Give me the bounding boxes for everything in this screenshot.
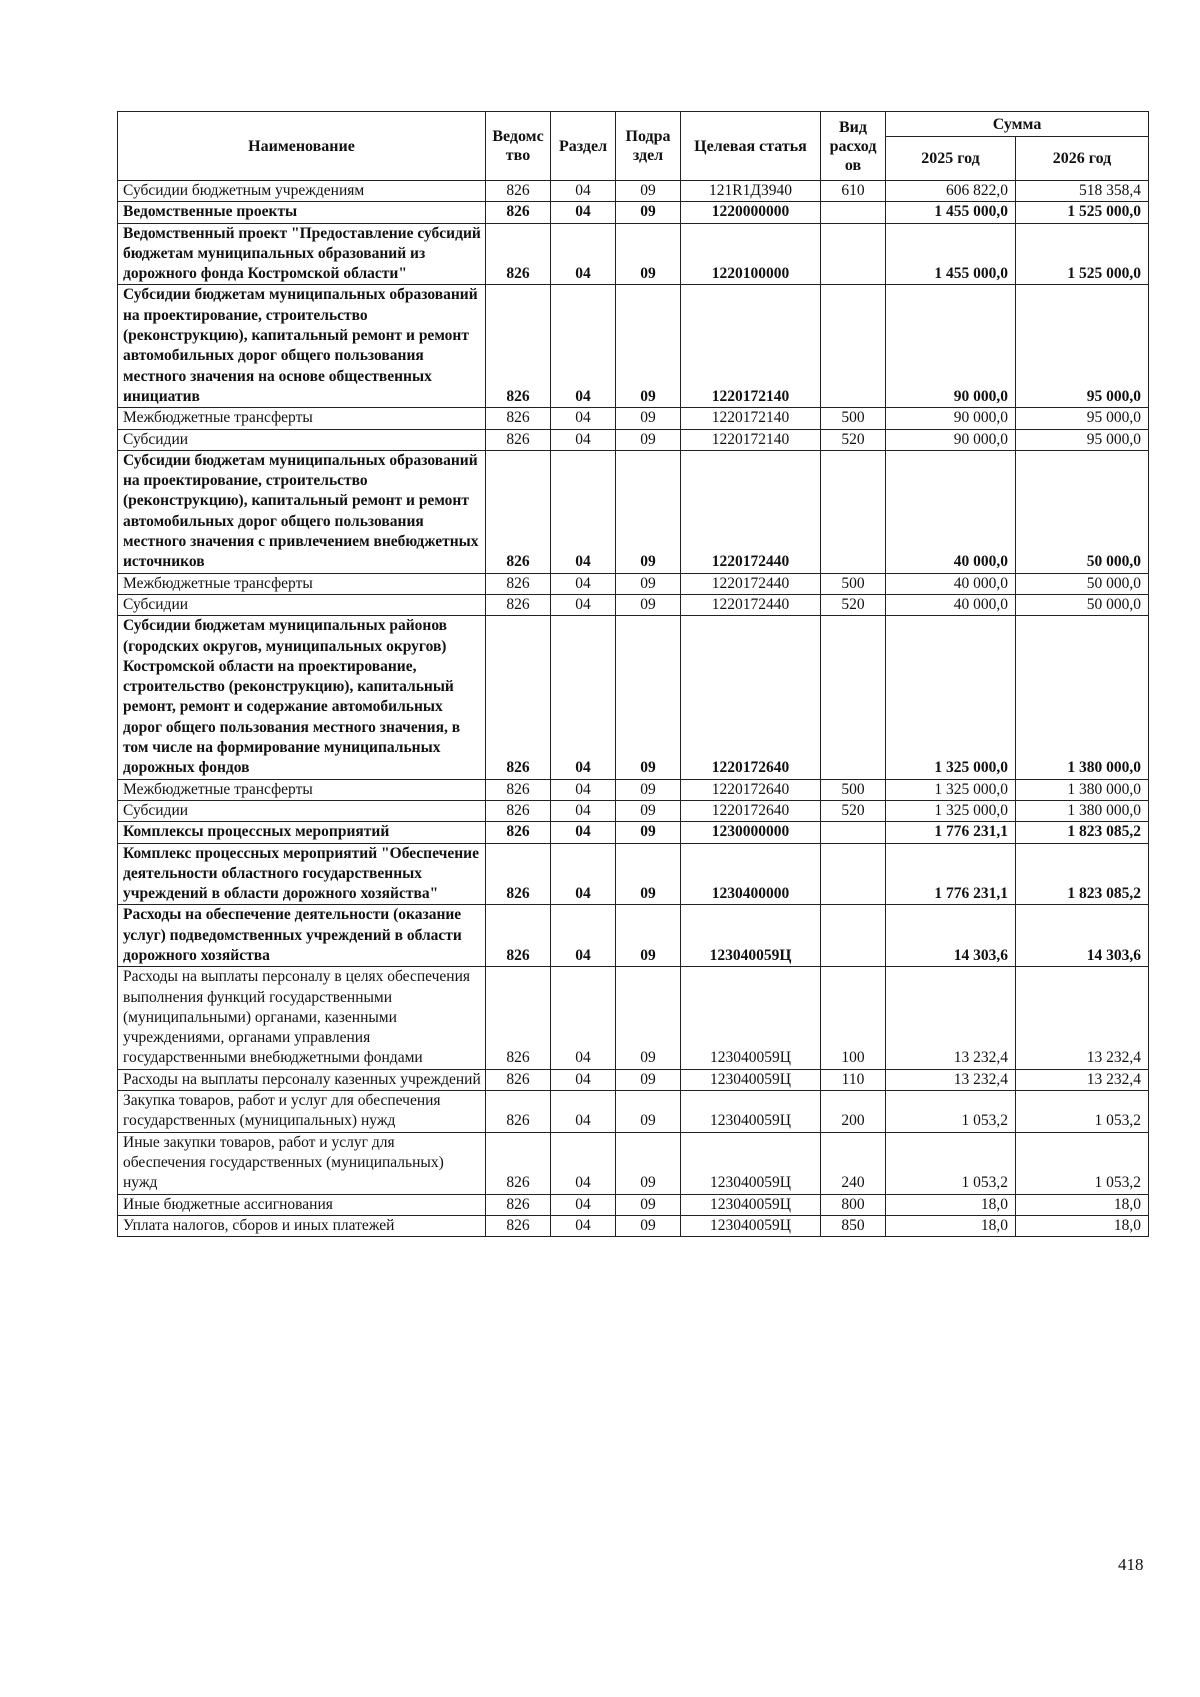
table-row — [118, 1215, 1149, 1236]
table-row — [118, 450, 1149, 573]
cell-sum-2026: 50 000,0 — [1016, 573, 1149, 594]
cell-name: Субсидии бюджетным учреждениям — [118, 181, 486, 202]
cell-name: Расходы на обеспечение деятельности (оказание услуг) подведомственных учреждений в области дорожного хозяйства — [118, 905, 486, 967]
header-vedomstvo: Ведомс тво — [486, 112, 551, 181]
cell-vid-rashodov: 240 — [821, 1132, 886, 1194]
cell-sum-2025: 1 455 000,0 — [886, 223, 1016, 285]
cell-razdel: 04 — [551, 573, 616, 594]
cell-razdel: 04 — [551, 594, 616, 615]
cell-vid-rashodov — [821, 223, 886, 285]
cell-razdel: 04 — [551, 905, 616, 967]
cell-name: Ведомственный проект "Предоставление субсидий бюджетам муниципальных образований из дорожного фонда Костромской области" — [118, 223, 486, 285]
cell-sum-2025: 1 776 231,1 — [886, 843, 1016, 905]
cell-sum-2026: 1 823 085,2 — [1016, 822, 1149, 843]
table-row — [118, 1194, 1149, 1215]
cell-podrazdel: 09 — [616, 822, 681, 843]
cell-vid-rashodov: 500 — [821, 408, 886, 429]
cell-sum-2026: 1 525 000,0 — [1016, 202, 1149, 223]
cell-sum-2025: 1 455 000,0 — [886, 202, 1016, 223]
cell-name: Субсидии бюджетам муниципальных районов (городских округов, муниципальных округов) Костромской области на проектирование, строительство (реконструкцию), капитальный ремонт, ремонт и содержание автомобильных дорог общего пользования местного значения, в том числе на формирование муниципальных дорожных фондов — [118, 616, 486, 779]
cell-sum-2025: 13 232,4 — [886, 967, 1016, 1069]
cell-razdel: 04 — [551, 429, 616, 450]
header-year-2026: 2026 год — [1016, 137, 1149, 181]
table-row — [118, 223, 1149, 285]
cell-celevaya-statya: 1230400000 — [681, 843, 821, 905]
cell-celevaya-statya: 123040059Ц — [681, 1215, 821, 1236]
cell-celevaya-statya: 1220000000 — [681, 202, 821, 223]
cell-podrazdel: 09 — [616, 905, 681, 967]
cell-name: Иные бюджетные ассигнования — [118, 1194, 486, 1215]
cell-podrazdel: 09 — [616, 1091, 681, 1133]
header-summa: Сумма — [886, 112, 1149, 137]
cell-podrazdel: 09 — [616, 408, 681, 429]
table-row — [118, 594, 1149, 615]
cell-razdel: 04 — [551, 1132, 616, 1194]
cell-celevaya-statya: 123040059Ц — [681, 967, 821, 1069]
cell-podrazdel: 09 — [616, 1215, 681, 1236]
cell-name: Комплексы процессных мероприятий — [118, 822, 486, 843]
cell-vid-rashodov — [821, 450, 886, 573]
budget-table — [117, 111, 1149, 1237]
cell-vid-rashodov — [821, 843, 886, 905]
cell-razdel: 04 — [551, 202, 616, 223]
cell-sum-2026: 95 000,0 — [1016, 408, 1149, 429]
table-row — [118, 1132, 1149, 1194]
cell-vedomstvo: 826 — [486, 429, 551, 450]
cell-vedomstvo: 826 — [486, 822, 551, 843]
header-celevaya-statya: Целевая статья — [681, 112, 821, 181]
cell-celevaya-statya: 1220100000 — [681, 223, 821, 285]
table-row — [118, 967, 1149, 1069]
cell-razdel: 04 — [551, 285, 616, 408]
cell-celevaya-statya: 123040059Ц — [681, 1069, 821, 1090]
cell-sum-2025: 1 325 000,0 — [886, 779, 1016, 800]
cell-sum-2026: 18,0 — [1016, 1194, 1149, 1215]
cell-sum-2025: 40 000,0 — [886, 594, 1016, 615]
cell-podrazdel: 09 — [616, 573, 681, 594]
cell-sum-2025: 40 000,0 — [886, 450, 1016, 573]
cell-name: Межбюджетные трансферты — [118, 779, 486, 800]
cell-vid-rashodov: 520 — [821, 800, 886, 821]
cell-sum-2025: 18,0 — [886, 1194, 1016, 1215]
cell-sum-2025: 1 053,2 — [886, 1132, 1016, 1194]
cell-celevaya-statya: 1220172640 — [681, 779, 821, 800]
header-name: Наименование — [118, 112, 486, 181]
cell-vid-rashodov: 520 — [821, 594, 886, 615]
cell-name: Субсидии бюджетам муниципальных образований на проектирование, строительство (реконструкцию), капитальный ремонт и ремонт автомобильных дорог общего пользования местного значения с привлечением внебюджетных источников — [118, 450, 486, 573]
cell-sum-2025: 1 325 000,0 — [886, 800, 1016, 821]
cell-sum-2026: 1 053,2 — [1016, 1132, 1149, 1194]
cell-name: Комплекс процессных мероприятий "Обеспечение деятельности областного государственных учреждений в области дорожного хозяйства" — [118, 843, 486, 905]
cell-vedomstvo: 826 — [486, 285, 551, 408]
cell-sum-2026: 50 000,0 — [1016, 450, 1149, 573]
cell-sum-2025: 90 000,0 — [886, 408, 1016, 429]
cell-celevaya-statya: 123040059Ц — [681, 905, 821, 967]
cell-sum-2025: 1 325 000,0 — [886, 616, 1016, 779]
cell-podrazdel: 09 — [616, 967, 681, 1069]
cell-celevaya-statya: 123040059Ц — [681, 1091, 821, 1133]
cell-celevaya-statya: 123040059Ц — [681, 1194, 821, 1215]
cell-razdel: 04 — [551, 1194, 616, 1215]
cell-sum-2026: 13 232,4 — [1016, 967, 1149, 1069]
cell-name: Закупка товаров, работ и услуг для обеспечения государственных (муниципальных) нужд — [118, 1091, 486, 1133]
page-number: 418 — [1118, 1555, 1144, 1574]
table-row — [118, 429, 1149, 450]
cell-razdel: 04 — [551, 967, 616, 1069]
table-row — [118, 800, 1149, 821]
cell-vedomstvo: 826 — [486, 1132, 551, 1194]
cell-vedomstvo: 826 — [486, 202, 551, 223]
cell-vid-rashodov: 520 — [821, 429, 886, 450]
cell-sum-2025: 90 000,0 — [886, 285, 1016, 408]
cell-razdel: 04 — [551, 843, 616, 905]
cell-vedomstvo: 826 — [486, 1091, 551, 1133]
cell-sum-2026: 18,0 — [1016, 1215, 1149, 1236]
cell-sum-2026: 1 380 000,0 — [1016, 616, 1149, 779]
table-row — [118, 573, 1149, 594]
header-podrazdel: Подра здел — [616, 112, 681, 181]
cell-sum-2026: 1 525 000,0 — [1016, 223, 1149, 285]
cell-celevaya-statya: 1220172440 — [681, 450, 821, 573]
cell-vid-rashodov — [821, 616, 886, 779]
cell-sum-2026: 95 000,0 — [1016, 429, 1149, 450]
cell-celevaya-statya: 1220172440 — [681, 573, 821, 594]
cell-name: Субсидии — [118, 429, 486, 450]
table-row — [118, 1091, 1149, 1133]
cell-sum-2025: 14 303,6 — [886, 905, 1016, 967]
cell-vedomstvo: 826 — [486, 800, 551, 821]
cell-vid-rashodov: 200 — [821, 1091, 886, 1133]
cell-sum-2025: 1 776 231,1 — [886, 822, 1016, 843]
cell-podrazdel: 09 — [616, 1069, 681, 1090]
cell-name: Межбюджетные трансферты — [118, 573, 486, 594]
cell-vid-rashodov: 500 — [821, 779, 886, 800]
cell-vedomstvo: 826 — [486, 616, 551, 779]
table-row — [118, 843, 1149, 905]
cell-sum-2025: 90 000,0 — [886, 429, 1016, 450]
cell-vid-rashodov: 500 — [821, 573, 886, 594]
cell-sum-2025: 18,0 — [886, 1215, 1016, 1236]
table-row — [118, 905, 1149, 967]
cell-razdel: 04 — [551, 408, 616, 429]
cell-sum-2026: 13 232,4 — [1016, 1069, 1149, 1090]
cell-razdel: 04 — [551, 800, 616, 821]
cell-podrazdel: 09 — [616, 800, 681, 821]
table-body — [118, 181, 1149, 1237]
cell-podrazdel: 09 — [616, 779, 681, 800]
cell-vedomstvo: 826 — [486, 1069, 551, 1090]
cell-celevaya-statya: 123040059Ц — [681, 1132, 821, 1194]
cell-name: Межбюджетные трансферты — [118, 408, 486, 429]
table-row — [118, 616, 1149, 779]
table-row — [118, 285, 1149, 408]
cell-sum-2026: 1 380 000,0 — [1016, 800, 1149, 821]
cell-vedomstvo: 826 — [486, 594, 551, 615]
cell-vedomstvo: 826 — [486, 573, 551, 594]
cell-vid-rashodov: 110 — [821, 1069, 886, 1090]
cell-podrazdel: 09 — [616, 450, 681, 573]
cell-vid-rashodov — [821, 905, 886, 967]
cell-sum-2026: 14 303,6 — [1016, 905, 1149, 967]
cell-celevaya-statya: 1220172640 — [681, 800, 821, 821]
cell-vedomstvo: 826 — [486, 905, 551, 967]
cell-name: Ведомственные проекты — [118, 202, 486, 223]
cell-vedomstvo: 826 — [486, 450, 551, 573]
cell-vid-rashodov: 100 — [821, 967, 886, 1069]
cell-celevaya-statya: 1220172140 — [681, 408, 821, 429]
cell-name: Уплата налогов, сборов и иных платежей — [118, 1215, 486, 1236]
cell-vedomstvo: 826 — [486, 1215, 551, 1236]
cell-sum-2026: 1 380 000,0 — [1016, 779, 1149, 800]
cell-name: Субсидии бюджетам муниципальных образований на проектирование, строительство (реконструкцию), капитальный ремонт и ремонт автомобильных дорог общего пользования местного значения на основе общественных инициатив — [118, 285, 486, 408]
cell-name: Расходы на выплаты персоналу в целях обеспечения выполнения функций государственными (муниципальными) органами, казенными учреждениями, органами управления государственными внебюджетными фондами — [118, 967, 486, 1069]
cell-sum-2026: 50 000,0 — [1016, 594, 1149, 615]
table-row — [118, 408, 1149, 429]
cell-vedomstvo: 826 — [486, 223, 551, 285]
table-row — [118, 1069, 1149, 1090]
cell-celevaya-statya: 121R1Д3940 — [681, 181, 821, 202]
cell-podrazdel: 09 — [616, 1132, 681, 1194]
cell-razdel: 04 — [551, 1091, 616, 1133]
table-row — [118, 202, 1149, 223]
cell-razdel: 04 — [551, 779, 616, 800]
cell-celevaya-statya: 1220172440 — [681, 594, 821, 615]
cell-podrazdel: 09 — [616, 223, 681, 285]
cell-sum-2026: 518 358,4 — [1016, 181, 1149, 202]
cell-vid-rashodov: 610 — [821, 181, 886, 202]
cell-podrazdel: 09 — [616, 429, 681, 450]
cell-razdel: 04 — [551, 616, 616, 779]
cell-vid-rashodov: 800 — [821, 1194, 886, 1215]
cell-podrazdel: 09 — [616, 594, 681, 615]
header-vid-rashodov: Вид расход ов — [821, 112, 886, 181]
cell-name: Расходы на выплаты персоналу казенных учреждений — [118, 1069, 486, 1090]
cell-vedomstvo: 826 — [486, 843, 551, 905]
cell-vedomstvo: 826 — [486, 181, 551, 202]
cell-vedomstvo: 826 — [486, 1194, 551, 1215]
header-razdel: Раздел — [551, 112, 616, 181]
cell-razdel: 04 — [551, 450, 616, 573]
cell-razdel: 04 — [551, 181, 616, 202]
cell-vid-rashodov — [821, 202, 886, 223]
cell-vedomstvo: 826 — [486, 408, 551, 429]
cell-celevaya-statya: 1220172640 — [681, 616, 821, 779]
table-row — [118, 181, 1149, 202]
cell-celevaya-statya: 1220172140 — [681, 429, 821, 450]
cell-razdel: 04 — [551, 1069, 616, 1090]
header-year-2025: 2025 год — [886, 137, 1016, 181]
cell-razdel: 04 — [551, 822, 616, 843]
cell-podrazdel: 09 — [616, 843, 681, 905]
cell-sum-2025: 1 053,2 — [886, 1091, 1016, 1133]
table-row — [118, 779, 1149, 800]
cell-podrazdel: 09 — [616, 181, 681, 202]
cell-sum-2025: 13 232,4 — [886, 1069, 1016, 1090]
cell-vid-rashodov — [821, 285, 886, 408]
cell-podrazdel: 09 — [616, 285, 681, 408]
table-row — [118, 822, 1149, 843]
cell-sum-2025: 606 822,0 — [886, 181, 1016, 202]
cell-sum-2026: 1 053,2 — [1016, 1091, 1149, 1133]
cell-razdel: 04 — [551, 223, 616, 285]
cell-razdel: 04 — [551, 1215, 616, 1236]
cell-celevaya-statya: 1220172140 — [681, 285, 821, 408]
cell-vedomstvo: 826 — [486, 967, 551, 1069]
cell-vedomstvo: 826 — [486, 779, 551, 800]
cell-podrazdel: 09 — [616, 1194, 681, 1215]
cell-name: Иные закупки товаров, работ и услуг для обеспечения государственных (муниципальных) нужд — [118, 1132, 486, 1194]
cell-podrazdel: 09 — [616, 616, 681, 779]
cell-name: Субсидии — [118, 800, 486, 821]
cell-celevaya-statya: 1230000000 — [681, 822, 821, 843]
cell-name: Субсидии — [118, 594, 486, 615]
cell-sum-2026: 1 823 085,2 — [1016, 843, 1149, 905]
cell-sum-2026: 95 000,0 — [1016, 285, 1149, 408]
cell-vid-rashodov: 850 — [821, 1215, 886, 1236]
cell-vid-rashodov — [821, 822, 886, 843]
cell-sum-2025: 40 000,0 — [886, 573, 1016, 594]
cell-podrazdel: 09 — [616, 202, 681, 223]
